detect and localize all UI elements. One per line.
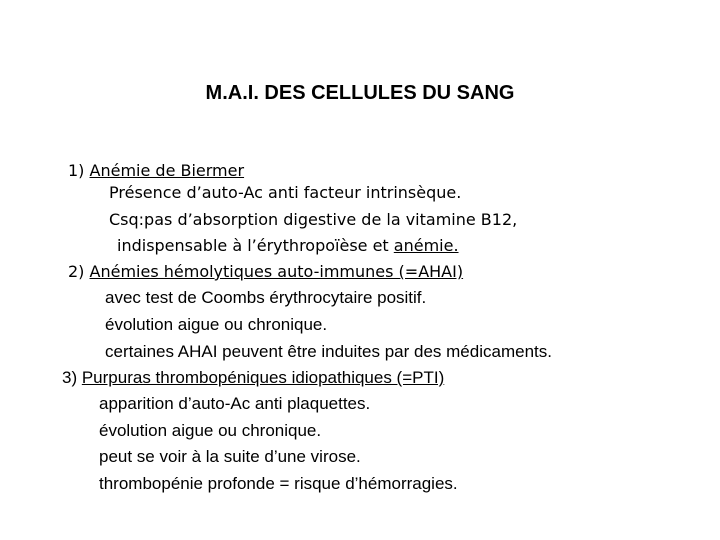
section-1-line-1: Présence d’auto-Ac anti facteur intrinsèque. bbox=[109, 183, 462, 202]
section-1-line-3 bbox=[117, 236, 459, 256]
section-2-number: 2) bbox=[68, 262, 90, 281]
section-1-line-2: Csq:pas d’absorption digestive de la vitamine B12, bbox=[109, 210, 518, 229]
section-1-line-3-text: indispensable à l’érythropoïèse et bbox=[117, 236, 394, 255]
section-2-heading-line bbox=[68, 262, 463, 282]
section-3-line-2: évolution aigue ou chronique. bbox=[99, 421, 322, 440]
section-2-heading: Anémies hémolytiques auto-immunes (=AHAI) bbox=[89, 262, 464, 281]
section-3-line-4: thrombopénie profonde = risque d’hémorragies. bbox=[99, 474, 458, 493]
section-3-line-1: apparition d’auto-Ac anti plaquettes. bbox=[99, 394, 371, 413]
section-2-line-3: certaines AHAI peuvent être induites par des médicaments. bbox=[105, 342, 552, 361]
section-3-heading: Purpuras thrombopéniques idiopathiques (=PTI) bbox=[81, 368, 445, 387]
section-2-line-1: avec test de Coombs érythrocytaire positif. bbox=[105, 288, 427, 307]
section-1-heading-line bbox=[68, 161, 244, 181]
section-3-number: 3) bbox=[62, 368, 82, 387]
section-3-heading-line bbox=[62, 368, 444, 388]
slide-title: M.A.I. DES CELLULES DU SANG bbox=[205, 82, 515, 104]
section-3-line-3: peut se voir à la suite d’une virose. bbox=[99, 447, 361, 466]
section-1-number: 1) bbox=[68, 161, 90, 180]
section-1-heading: Anémie de Biermer bbox=[89, 161, 245, 180]
section-1-line-3-tail: anémie. bbox=[393, 236, 459, 255]
section-2-line-2: évolution aigue ou chronique. bbox=[105, 315, 328, 334]
